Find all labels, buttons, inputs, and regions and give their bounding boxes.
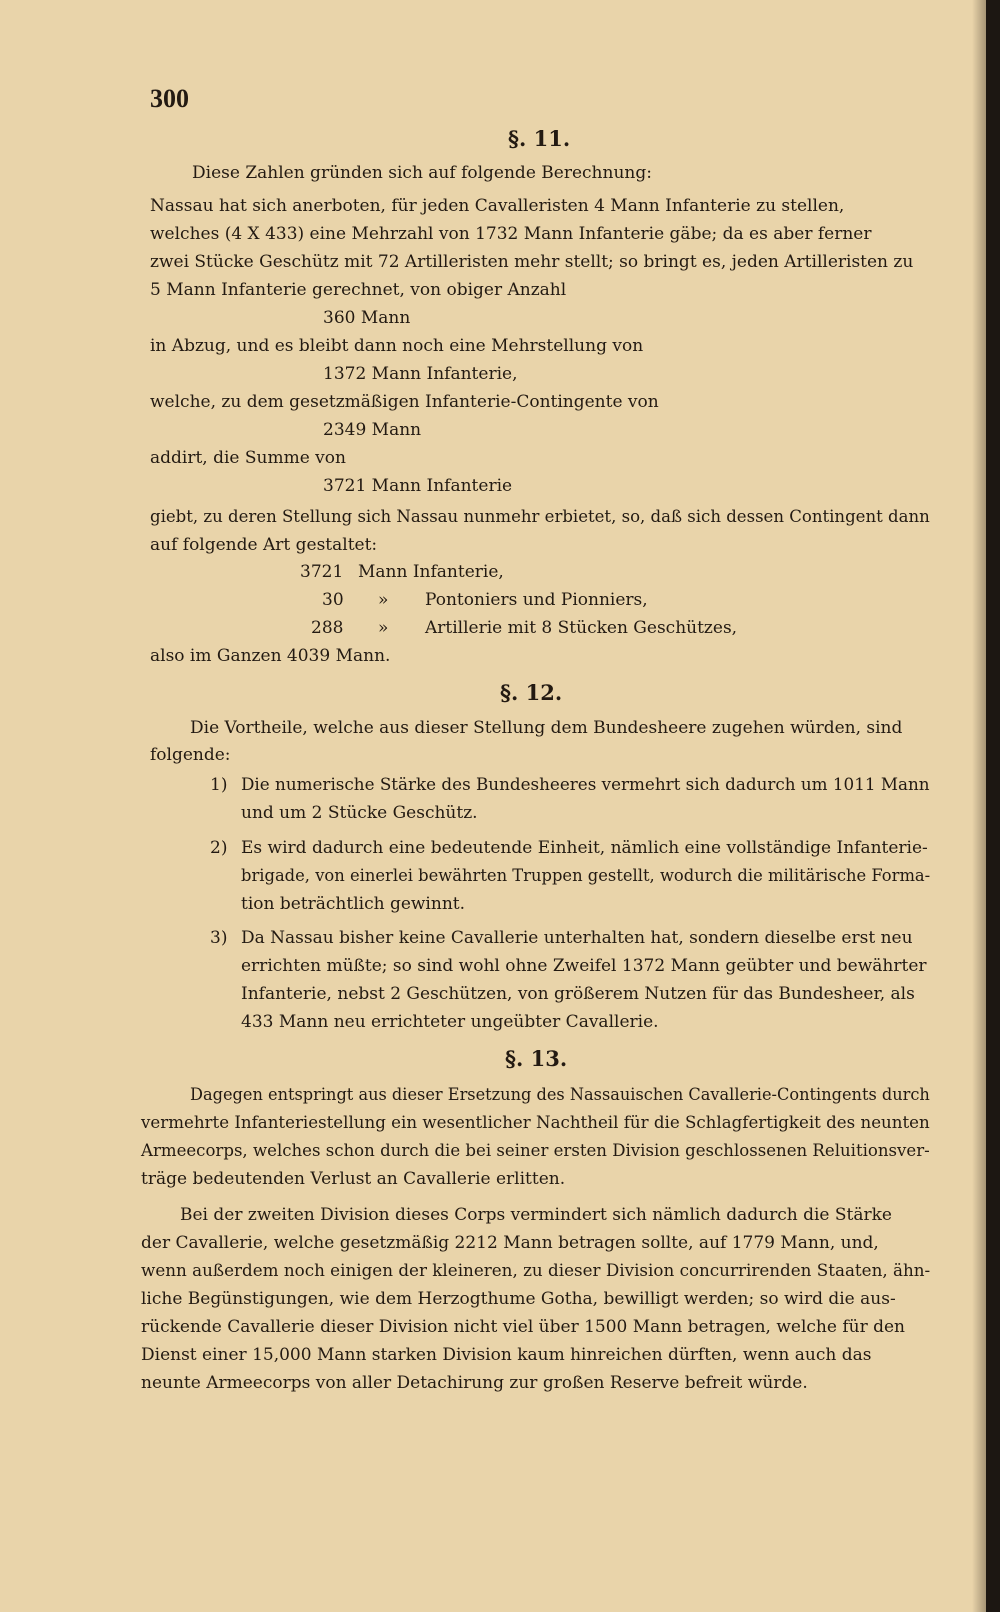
text-line: Nassau hat sich anerboten, für jeden Cavalleristen 4 Mann Infanterie zu stellen, [150, 196, 845, 216]
text-line: Armeecorps, welches schon durch die bei seiner ersten Division geschlossenen Reluitionsver- [141, 1141, 930, 1161]
text-line: welches (4 X 433) eine Mehrzahl von 1732 Mann Infanterie gäbe; da es aber ferner [150, 224, 872, 244]
list-item-line: Es wird dadurch eine bedeutende Einheit, nämlich eine vollständige Infanterie- [241, 838, 928, 858]
page-number: 300 [150, 84, 189, 113]
ditto-mark: » [378, 590, 389, 610]
value-360: 360 Mann [323, 308, 411, 328]
table-text: Mann Infanterie, [358, 562, 504, 582]
list-number: 3) [210, 928, 228, 948]
text-line: wenn außerdem noch einigen der kleineren, zu dieser Division concurrirenden Staaten, ähn- [141, 1261, 931, 1281]
table-num: 3721 [300, 562, 344, 582]
value-2349: 2349 Mann [323, 420, 422, 440]
text-line: giebt, zu deren Stellung sich Nassau nunmehr erbietet, so, daß sich dessen Contingent dann [150, 507, 930, 527]
list-item-line: Infanterie, nebst 2 Geschützen, von größerem Nutzen für das Bundesheer, als [241, 984, 915, 1004]
section-heading-13: §. 13. [505, 1046, 568, 1071]
text-line: liche Begünstigungen, wie dem Herzogthume Gotha, bewilligt werden; so wird die aus- [141, 1289, 896, 1309]
value-3721: 3721 Mann Infanterie [323, 476, 513, 496]
text-line: welche, zu dem gesetzmäßigen Infanterie-Contingente von [150, 392, 659, 412]
list-item-line: Da Nassau bisher keine Cavallerie unterhalten hat, sondern dieselbe erst neu [241, 928, 913, 948]
section-heading-11: §. 11. [508, 126, 571, 151]
list-item-line: errichten müßte; so sind wohl ohne Zweifel 1372 Mann geübter und bewährter [241, 956, 927, 976]
value-1372: 1372 Mann Infanterie, [323, 364, 518, 384]
table-num: 288 [311, 618, 344, 638]
total-line: also im Ganzen 4039 Mann. [150, 646, 391, 666]
section-heading-12: §. 12. [500, 680, 563, 705]
section11-intro: Diese Zahlen gründen sich auf folgende Berechnung: [192, 163, 652, 183]
list-item-line: 433 Mann neu errichteter ungeübter Cavallerie. [241, 1012, 659, 1032]
text-line: rückende Cavallerie dieser Division nicht viel über 1500 Mann betragen, welche für den [141, 1317, 905, 1337]
table-text: Artillerie mit 8 Stücken Geschützes, [425, 618, 738, 638]
list-number: 1) [210, 775, 228, 795]
text-line: folgende: [150, 745, 231, 765]
text-line: vermehrte Infanteriestellung ein wesentlicher Nachtheil für die Schlagfertigkeit des neunten [141, 1113, 930, 1133]
text-line: träge bedeutenden Verlust an Cavallerie erlitten. [141, 1169, 566, 1189]
list-item-line: und um 2 Stücke Geschütz. [241, 803, 478, 823]
text-line: auf folgende Art gestaltet: [150, 535, 378, 555]
table-num: 30 [322, 590, 344, 610]
text-line: addirt, die Summe von [150, 448, 346, 468]
text-line: Die Vortheile, welche aus dieser Stellung dem Bundesheere zugehen würden, sind [190, 718, 903, 738]
text-line: Bei der zweiten Division dieses Corps vermindert sich nämlich dadurch die Stärke [180, 1205, 892, 1225]
text-line: Dagegen entspringt aus dieser Ersetzung des Nassauischen Cavallerie-Contingents durch [190, 1085, 930, 1105]
table-text: Pontoniers und Pionniers, [425, 590, 648, 610]
text-line: 5 Mann Infanterie gerechnet, von obiger Anzahl [150, 280, 567, 300]
text-line: der Cavallerie, welche gesetzmäßig 2212 Mann betragen sollte, auf 1779 Mann, und, [141, 1233, 879, 1253]
list-item-line: brigade, von einerlei bewährten Truppen gestellt, wodurch die militärische Forma- [241, 866, 931, 886]
list-item-line: tion beträchtlich gewinnt. [241, 894, 466, 914]
text-line: in Abzug, und es bleibt dann noch eine Mehrstellung von [150, 336, 644, 356]
list-item-line: Die numerische Stärke des Bundesheeres vermehrt sich dadurch um 1011 Mann [241, 775, 930, 795]
text-line: neunte Armeecorps von aller Detachirung zur großen Reserve befreit würde. [141, 1373, 808, 1393]
ditto-mark: » [378, 618, 389, 638]
text-line: zwei Stücke Geschütz mit 72 Artilleristen mehr stellt; so bringt es, jeden Artilleristen zu [150, 252, 914, 272]
text-line: Dienst einer 15,000 Mann starken Division kaum hinreichen dürften, wenn auch das [141, 1345, 872, 1365]
list-number: 2) [210, 838, 228, 858]
